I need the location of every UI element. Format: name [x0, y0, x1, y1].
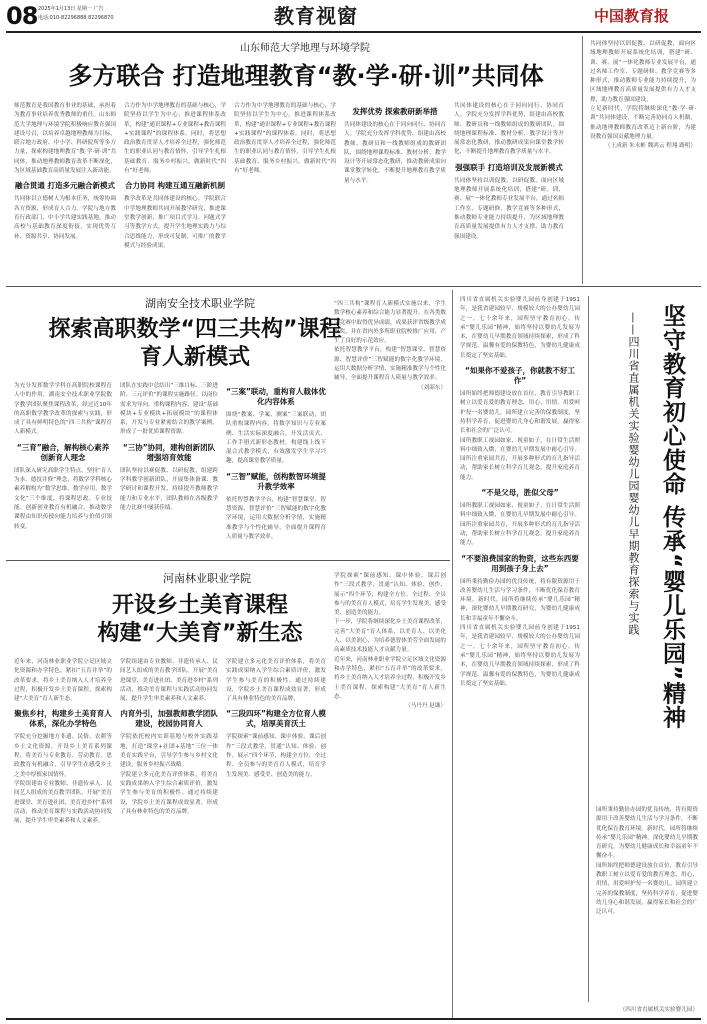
article2-body-d: 依托智慧教学平台，构建“智慧课堂、智慧资源、智慧评价”三智赋能的数字化教学环境，运用大数据分析学情，实施精准教学与个性化辅导，全面提升课程育人质量与教学效率。: [226, 496, 326, 540]
article2-body-a: 为充分发挥数学学科在高职院校课程育人中的作用，湖南安全技术职业学院数学教学团队聚焦课程改革，经过近10年的高职数学教学改革的探索与实践，形成了具有鲜明特色的“四三共构”课程育人新模式。: [14, 383, 112, 436]
article1-body-e: 立足新时代，学院将继续深化“教·学·研·训”共同体建设，不断完善协同育人机制，推动地理教师教育改革迈上新台阶，为建设教育强国贡献地理力量。: [590, 106, 696, 140]
phone-line: 电话:010-82296888 82296870: [38, 15, 114, 21]
article2-col-4: [334, 300, 446, 554]
article4-body-b: 园所教职工视园如家、视童如子，在日常生活照料中细致入微，在婴幼儿早期发展中耐心引导。园所注重家园共育，开展多种形式的育儿指导活动，帮助家长树立科学育儿观念，提升家庭养育能力。: [460, 503, 580, 547]
page-number: 08: [6, 2, 38, 30]
article1-body-b: 合力作为中学地理教育的基础与核心，学院坚持以学生为中心，推进课程体系改革，构建“通识课程+专业课程+教育课程+实践课程”的课程体系。同时，将思想政治教育贯穿人才培养全过程，强化师范生的职业认同与教育情怀，引导学生扎根基础教育、服务乡村振兴，做新时代“四有”好老师。: [124, 103, 226, 175]
divider: [452, 290, 453, 1018]
article2-body-d2: 依托智慧教学平台，构建“智慧课堂、智慧资源、智慧评价”三智赋能的数字化教学环境，运用大数据分析学情，实施精准教学与个性化辅导，全面提升课程育人质量与教学效率。: [334, 347, 446, 382]
article1-body-c: 共同体建设的核心在于同向同行、协同育人。学院充分发挥学科优势，组建由高校教师、教研员和一线教师组成的教研团队，围绕地理课程标准、教材分析、教学设计等开展常态化教研，推动教研成果向课堂教学转化，不断提升地理教育教学质量与水平。: [344, 122, 446, 184]
article1-kicker: 山东师范大学地理与环境学院: [240, 43, 370, 54]
article3-body-a: 近年来，河南林业职业学院立足区域文化资源和办学特色，紧扣“五育并举”的改革要求，将乡土美育纳入人才培养全过程，积极开发乡土美育课程，探索构建“大美育”育人新生态。: [14, 659, 112, 703]
article3-body-c-rep: 学院建立多元化美育评价体系，将美育实践成果纳入学生综合素质评价，激发学生参与美育的积极性。通过持续建设，学院乡土美育课程成效显著，形成了具有林业特色的美育品牌。: [120, 771, 218, 815]
article2-kicker: 湖南安全技术职业学院: [145, 297, 255, 310]
article3-sub-c: “三段四环”构建全方位育人模式，培厚美育沃土: [226, 709, 326, 729]
bottom-rule: [6, 1018, 701, 1020]
article1-byline: （王成新 朱永彬 魏鸿云 程翔 路明）: [604, 143, 696, 150]
masthead-meta: [38, 5, 114, 23]
article1-col-1: [14, 102, 116, 282]
article3-sub-a: 聚焦乡村，构建乡土美育育人体系，深化办学特色: [14, 709, 112, 729]
article4-title-main: 坚守教育初心使命 传承“婴儿乐园”精神: [659, 304, 685, 730]
article3-body-b2: 学院依托校内实训基地与校外实践基地，打造“课堂+社团+基地”三位一体美育实践平台，引导学生参与乡村文化建设，服务乡村振兴战略。: [120, 734, 218, 769]
article1-sub-a: 融合贯通 打造多元融合新模式: [14, 181, 116, 191]
divider: [582, 36, 583, 284]
article1-col-6: [590, 40, 696, 282]
article4-body-b-rep: 园所教职工视园如家、视童如子，在日常生活照料中细致入微，在婴幼儿早期发展中耐心引导。园所注重家园共育，开展多种形式的育儿指导活动，帮助家长树立科学育儿观念，提升家庭养育能力。: [460, 437, 580, 481]
article4-sub-b: “不是父母，胜似父母”: [481, 488, 559, 498]
article2-col-3: [226, 382, 326, 554]
article1-body-a2: 共同体以立德树人为根本任务，统筹协调各方资源，形成育人合力。学院与地方教育行政部门、中小学共建实践基地，推动高校与基础教育深度衔接，实现优势互补、资源共享、协同发展。: [14, 196, 116, 240]
article3-body-c2: 学院探索“课前感知、课中体验、课后创作”三段式教学，贯通“认知、体验、创作、展示”四个环节，构建全方位、全过程、全员参与的美育育人模式，培育学生发现美、感受美、创造美的能力。: [226, 734, 326, 778]
article3-body-b-rep: 学院组建由专业教师、非遗传承人、民间艺人组成的美育教学团队，开展“美育进课堂、美育进社团、美育进乡村”系列活动，推动美育课程与实践活动协同发展，提升学生审美素养和人文素养。: [14, 780, 112, 825]
article1-col-4: [344, 102, 446, 282]
article3-headline-1: 开设乡土美育课程: [111, 593, 288, 618]
article2-headline-2: 育人新模式: [139, 345, 250, 370]
article4-body-a: 四川省直属机关实验婴儿园前身创建于1951年，是我省建园较早、规模较大的公办婴幼儿园之一。七十余年来，园所坚守教育初心，传承“婴儿乐园”精神，始终坚持以婴幼儿发展为本，在婴幼儿早期教育领域持续探索，形成了科学规范、温馨有爱的保教特色，为婴幼儿健康成长奠定了坚实基础。: [460, 297, 580, 359]
divider: [6, 560, 450, 561]
article2-body-a2: 团队深入研究高职学生特点，坚持“育人为本、德技并修”理念，将数学学科核心素养解构为“数学思维、数学应用、数学文化”三个维度，将课程思政、专业技能、创新创业教育有机融合，推动数学课程由知识传授向能力培养与价值引领转变。: [14, 467, 112, 530]
article1-headline: 多方联合 打造地理教育“教·学·研·训”共同体: [68, 62, 544, 90]
date-line: 2025年1月13日 星期一 广告: [38, 6, 104, 12]
article4-byline: （四川省直属机关实验婴儿园）: [619, 1007, 698, 1013]
article2-sub-d: “三智”赋能，创构数智环境提升教学效率: [226, 471, 326, 491]
brand-logo: 中国教育报: [594, 7, 670, 25]
article2-col-2: [120, 382, 218, 554]
article1-body-b3: 合力作为中学地理教育的基础与核心，学院坚持以学生为中心，推进课程体系改革，构建“通识课程+专业课程+教育课程+实践课程”的课程体系。同时，将思想政治教育贯穿人才培养全过程，强化师范生的职业认同与教育情怀，引导学生扎根基础教育、服务乡村振兴，做新时代“四有”好老师。: [234, 103, 336, 175]
article4-col-1: [460, 296, 580, 1002]
article2-col-1: [14, 382, 112, 554]
article4-body-a2: 园所始终把师德建设放在首位，教育引导教职工树立以爱育爱的教育理念，用心、用情、用爱呵护每一名婴幼儿。园所建立完善的保教制度，坚持科学养育，促进婴幼儿身心和谐发展，赢得家长和社会的广泛认可。: [460, 391, 580, 435]
article3-body-c2-rep: 学院探索“课前感知、课中体验、课后创作”三段式教学，贯通“认知、体验、创作、展示”四个环节，构建全方位、全过程、全员参与的美育育人模式，培育学生发现美、感受美、创造美的能力。: [334, 573, 446, 617]
article3-col-3: [226, 658, 326, 1014]
article3-col-4: [334, 572, 446, 1014]
article4-body-a-rep: 四川省直属机关实验婴儿园前身创建于1951年，是我省建园较早、规模较大的公办婴幼儿园之一。七十余年来，园所坚守教育初心，传承“婴儿乐园”精神，始终坚持以婴幼儿发展为本，在婴幼儿早期教育领域持续探索，形成了科学规范、温馨有爱的保教特色，为婴幼儿健康成长奠定了坚实基础。: [460, 625, 580, 687]
article3-body-a2: 学院充分挖掘地方非遗、民俗、农耕等乡土文化资源，开设乡土美育系列课程，将美育与专业教育、劳动教育、思政教育有机融合，引导学生在感受乡土之美中厚植家国情怀。: [14, 734, 112, 778]
article4-sub-c: “不要浪费国家的物资，这些东西要用到孩子身上去”: [461, 553, 579, 573]
article3-headline-2: 构建“大美育”新生态: [97, 621, 303, 646]
article1-body-c2: 共同体建设的核心在于同向同行、协同育人。学院充分发挥学科优势，组建由高校教师、教研员和一线教师组成的教研团队，围绕地理课程标准、教材分析、教学设计等开展常态化教研，推动教研成果向课堂教学转化，不断提升地理教育教学质量与水平。: [454, 103, 564, 156]
article2-byline: （刘韶东）: [418, 384, 446, 391]
divider: [6, 286, 701, 287]
article1-col-2: [124, 102, 226, 282]
section-title: 教育视窗: [274, 4, 358, 28]
article2-sub-b: “三协”协同，建构创新团队增强培育效能: [122, 442, 216, 462]
article3-byline: （马丹丹 赵谦）: [405, 703, 446, 710]
article1-body-b2: 教学改革是共同体建设的核心。学院联合中学地理教师共同开展教学研究，推进课堂教学创新，推广项目式学习、问题式学习等教学方式，提升学生地理实践力与综合思维能力，形成可复制、可推广的教学模式与经验成果。: [124, 196, 226, 249]
article1-body-d: 共同体坚持以训促教、以研促教，面向区域地理教师开展系统化培训，搭建“研、训、赛、展”一体化教师专业发展平台，通过名师工作室、专题研修、教学竞赛等多种形式，推动教师专业能力持续提升，为区域地理教育高质量发展提供有力人才支撑，助力教育强国建设。: [454, 177, 564, 240]
article4-sub-a: “如果你不爱孩子，你就教不好工作”: [465, 366, 575, 386]
article2-body-b2: 团队坚持以赛促教、以研促教，组建跨学科教学创新团队，开展集体备课、教学研讨和课程开发，持续提升教师教学能力和专业水平，团队教师在各级教学能力比赛中屡获佳绩。: [120, 467, 218, 511]
article1-col-5: [454, 102, 564, 282]
article4-body-c2: 园所秉持勤俭办园的优良传统，将有限资源用于改善婴幼儿生活与学习条件，不断优化保育教育环境。新时代，园所将继续传承“婴儿乐园”精神，深化婴幼儿早期教育研究，为婴幼儿健康成长和幸福童年不懈奋斗。: [596, 807, 698, 860]
article4-title-sub: ——四川省直属机关实验婴幼儿园婴幼儿早期教育探索与实践: [627, 312, 640, 636]
article1-body-d2: 共同体坚持以训促教、以研促教，面向区域地理教师开展系统化培训，搭建“研、训、赛、展”一体化教师专业发展平台，通过名师工作室、专题研修、教学竞赛等多种形式，推动教师专业能力持续提升，为区域地理教育高质量发展提供有力人才支撑，助力教育强国建设。: [590, 41, 696, 103]
masthead-rule: [6, 31, 701, 33]
article3-body-a-rep: 近年来，河南林业职业学院立足区域文化资源和办学特色，紧扣“五育并举”的改革要求，将乡土美育纳入人才培养全过程，积极开发乡土美育课程，探索构建“大美育”育人新生态。: [334, 656, 446, 700]
article4-body-a3: 园所始终把师德建设放在首位，教育引导教职工树立以爱育爱的教育理念，用心、用情、用爱呵护每一名婴幼儿。园所建立完善的保教制度，坚持科学养育，促进婴幼儿身心和谐发展，赢得家长和社会的广泛认可。: [596, 862, 698, 916]
article2-sub-a: “三育”融合，解构核心素养创新育人理念: [16, 442, 110, 462]
article3-body-c: 学院建立多元化美育评价体系，将美育实践成果纳入学生综合素质评价，激发学生参与美育的积极性。通过持续建设，学院乡土美育课程成效显著，形成了具有林业特色的美育品牌。: [226, 659, 326, 703]
article3-sub-b: 内育外引，加强教师教学团队建设，校园协同育人: [120, 709, 218, 729]
article2-body-e: “四三共构”课程育人新模式实施以来，学生数学核心素养和综合能力显著提升，在各类数学竞赛中取得优异成绩，成果获评省级教学成果奖，并在省内外多所职业院校推广应用，产生了良好的示范效应。: [334, 301, 446, 345]
article3-col-1: [14, 658, 112, 1014]
article3-body-b: 学院组建由专业教师、非遗传承人、民间艺人组成的美育教学团队，开展“美育进课堂、美育进社团、美育进乡村”系列活动，推动美育课程与实践活动协同发展，提升学生审美素养和人文素养。: [120, 659, 218, 703]
article2-body-b: 团队在实践中总结出“三维目标、三阶进阶、三元评价”的课程实施路径。以岗位需求为导向，重构课程内容，建设“基础模块+专业模块+拓展模块”的课程体系，开发与专业紧密结合的教学案例，形成了一批优质课程资源。: [120, 383, 218, 436]
article1-sub-d: 强强联手 打造培训及发展新模式: [455, 162, 563, 172]
article2-sub-c: “三案”联动，重构育人载体优化内容体系: [226, 387, 326, 406]
article1-body-a: 师范教育是我国教育事业的基础，承担着为教育事业培养优秀教师的重任。山东师范大学地理与环境学院积极响应教育强国建设号召，以培养卓越地理教师为目标，联合地方政府、中小学、科研院所等多方力量，探索构建地理教育“教·学·研·训”共同体，推动地理教师教育改革不断深化，为区域基础教育高质量发展注入新动能。: [14, 103, 116, 175]
divider: [588, 296, 589, 1002]
article2-headline-1: 探索高职数学“四三共构”课程: [48, 317, 342, 342]
article3-kicker: 河南林业职业学院: [163, 572, 251, 585]
article3-col-2: [120, 658, 218, 1014]
article1-col-3: [234, 102, 336, 282]
article3-body-d: 下一步，学院将继续深化乡土美育课程改革，完善“大美育”育人体系，以美育人、以美化人、以美润心，为培养德智体美劳全面发展的高素质技术技能人才贡献力量。: [334, 619, 446, 654]
article1-sub-b: 合力协同 构建互通互融新机制: [124, 181, 226, 191]
article1-sub-c: 发挥优势 探索教研新举措: [352, 107, 438, 116]
article2-body-c: 围绕“教案、学案、测案”三案联动，团队重构课程内容，将数学知识与专业案例、生活实际深度融合，开发活页式、工作手册式新形态教材，构建线上线下混合式教学模式，有效激发学生学习兴趣，提高课堂教学质量。: [226, 412, 326, 465]
article4-body-c: 园所秉持勤俭办园的优良传统，将有限资源用于改善婴幼儿生活与学习条件，不断优化保育教育环境。新时代，园所将继续传承“婴儿乐园”精神，深化婴幼儿早期教育研究，为婴幼儿健康成长和幸福童年不懈奋斗。: [460, 578, 580, 622]
article4-col-2: [596, 806, 698, 1002]
